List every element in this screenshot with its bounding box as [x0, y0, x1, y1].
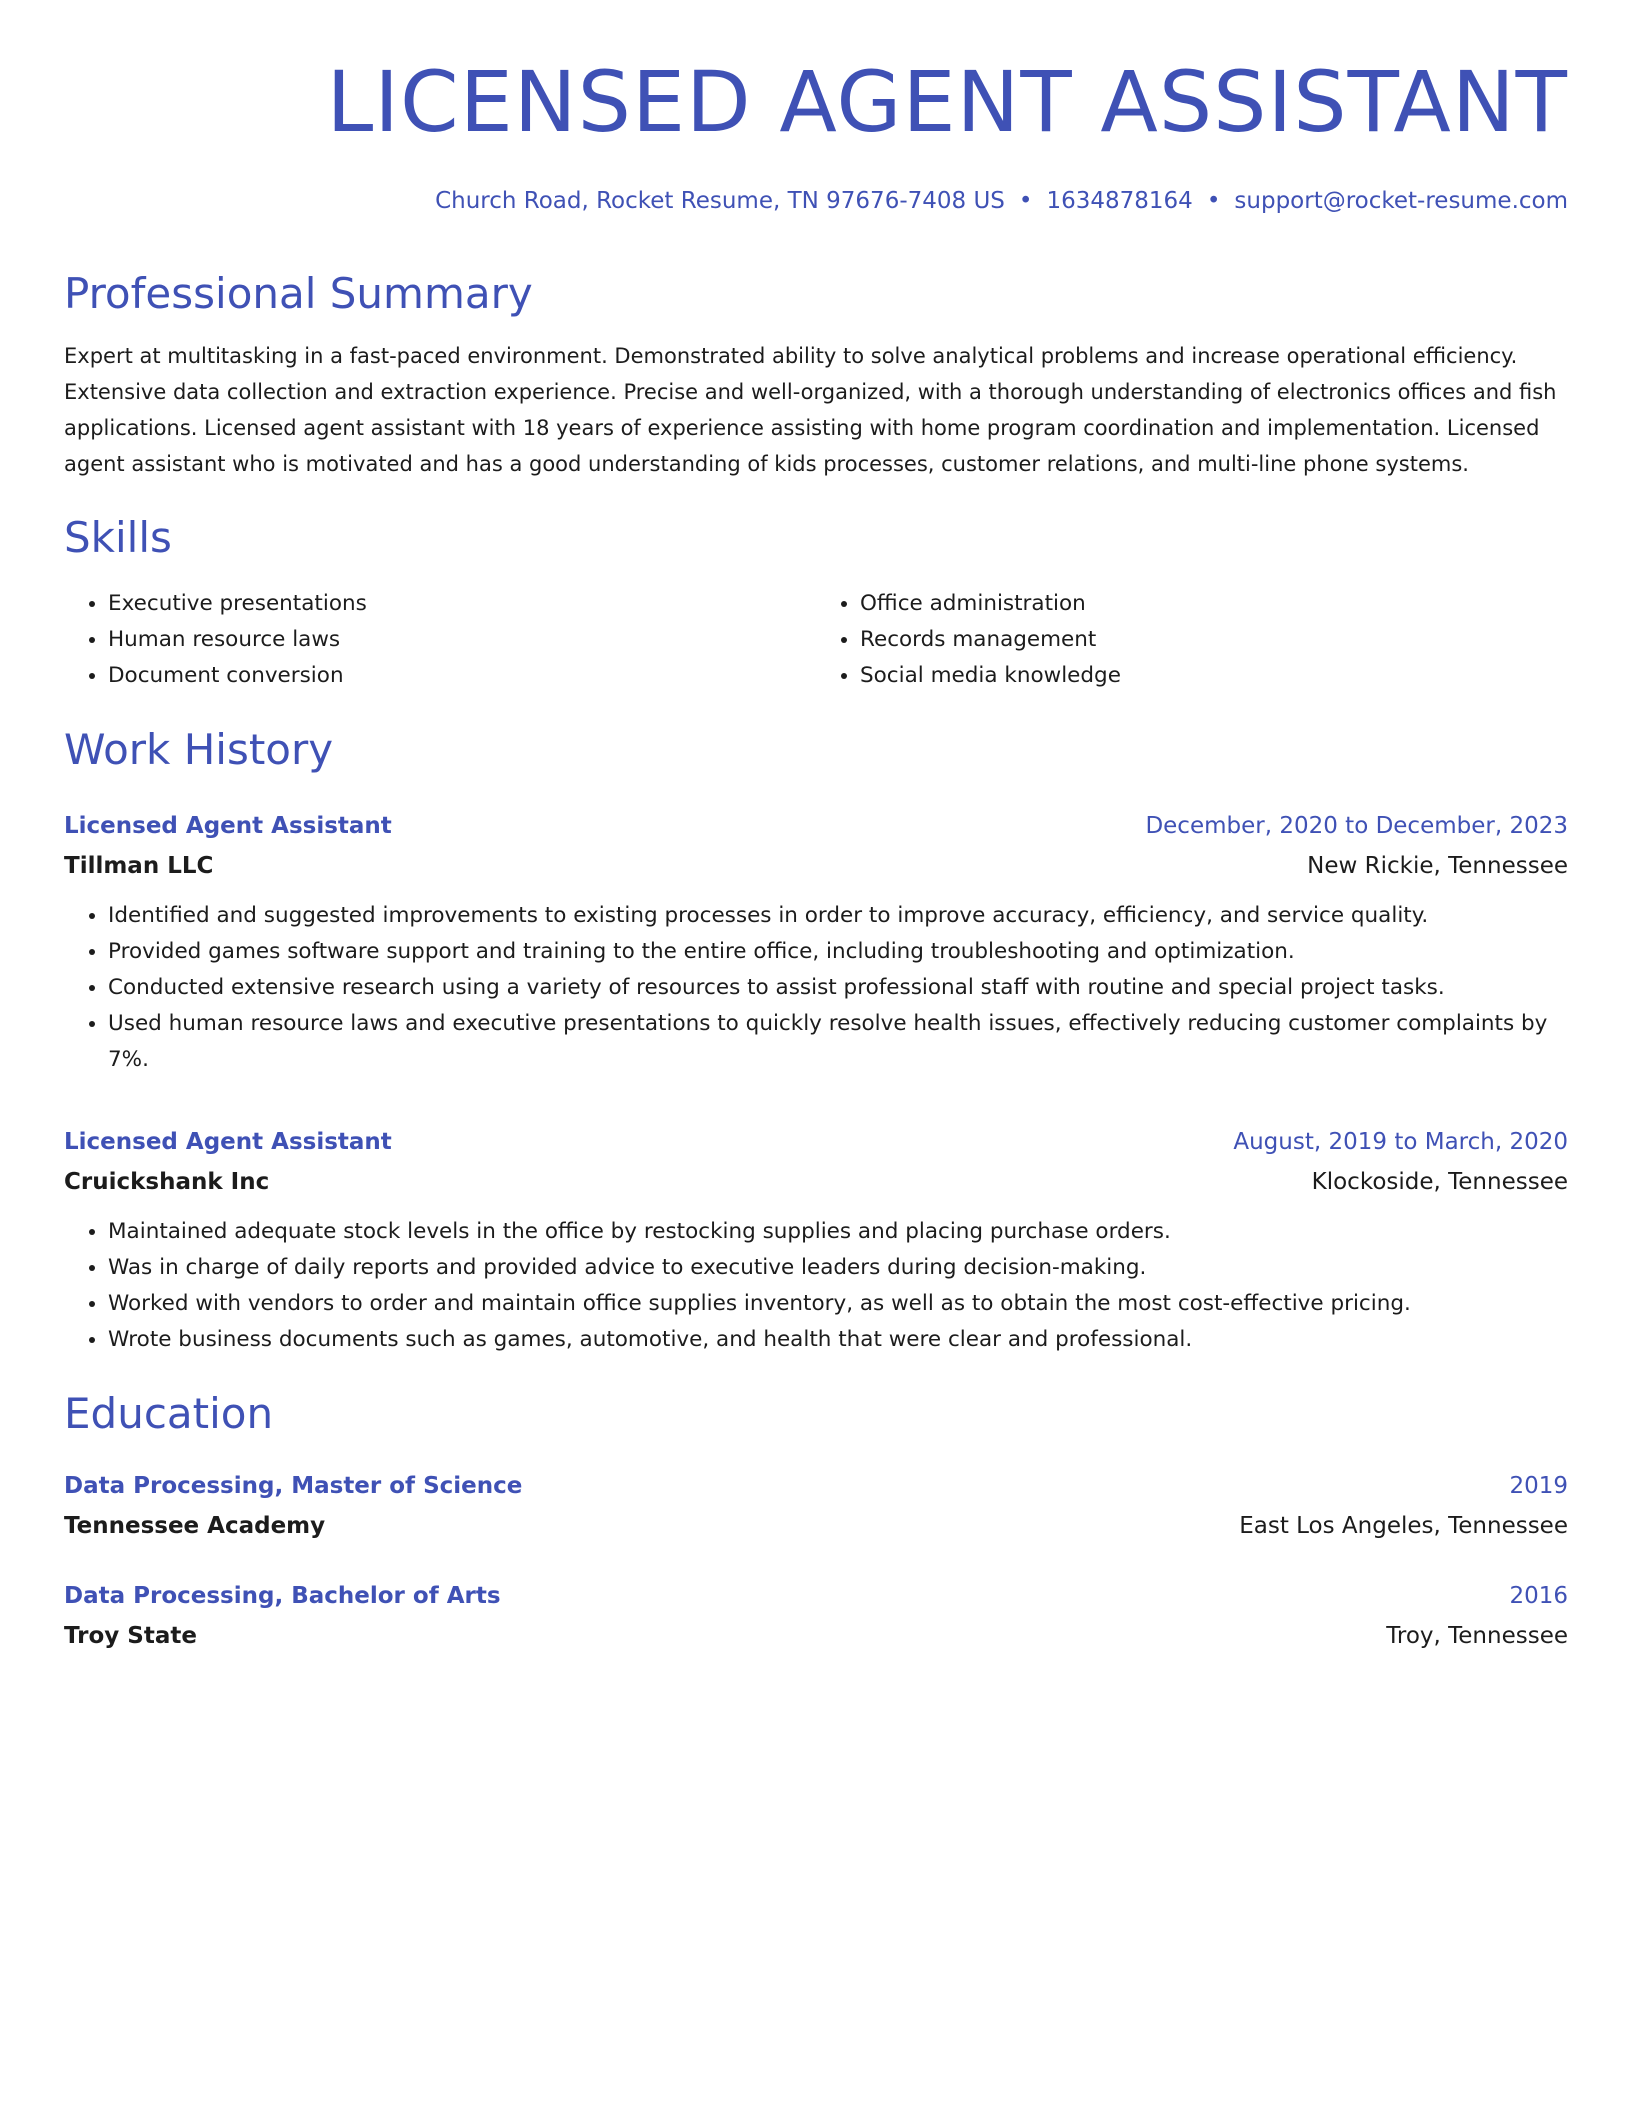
skill-item: • Executive presentations [108, 586, 816, 622]
job-employer: Tillman LLC [64, 853, 214, 879]
degree-title: Data Processing, Bachelor of Arts [64, 1583, 501, 1609]
job-title-row [64, 1122, 1568, 1162]
job-title: Licensed Agent Assistant [64, 1129, 392, 1155]
job-duty: • Identified and suggested improvements to existing processes in order to improve accuracy, efficiency, and service quality. [108, 898, 1568, 934]
job-duty: • Worked with vendors to order and maintain office supplies inventory, as well as to obtain the most cost-effective pricing. [108, 1286, 1568, 1322]
school-row [64, 1616, 1568, 1656]
section-title-education: Education [64, 1389, 274, 1438]
resume-header [64, 52, 1568, 216]
degree-row [64, 1466, 1568, 1506]
education-section [64, 1388, 1568, 1656]
work-history-section [64, 724, 1568, 1358]
contact-phone: 1634878164 [1046, 188, 1193, 214]
job-employer: Cruickshank Inc [64, 1169, 270, 1195]
job-dates: August, 2019 to March, 2020 [1233, 1129, 1568, 1155]
contact-address: Church Road, Rocket Resume, TN 97676-7408 US [435, 188, 1005, 214]
contact-email: support@rocket-resume.com [1234, 188, 1568, 214]
job-duty: • Provided games software support and training to the entire office, including troubleshooting and optimization. [108, 934, 1568, 970]
school-location: Troy, Tennessee [1386, 1623, 1568, 1649]
skills-list-right [816, 586, 1568, 694]
school-location: East Los Angeles, Tennessee [1239, 1513, 1568, 1539]
job-duty: • Conducted extensive research using a variety of resources to assist professional staff with routine and special project tasks. [108, 970, 1568, 1006]
graduation-year: 2016 [1509, 1583, 1568, 1609]
job-duties-list [64, 898, 1568, 1078]
job-employer-row [64, 846, 1568, 886]
skills-section [64, 512, 1568, 694]
skill-item: • Document conversion [108, 658, 816, 694]
school-name: Tennessee Academy [64, 1513, 326, 1539]
job-duty: • Wrote business documents such as games, automotive, and health that were clear and professional. [108, 1322, 1568, 1358]
job-title-row [64, 806, 1568, 846]
job-duties-list [64, 1214, 1568, 1358]
school-row [64, 1506, 1568, 1546]
contact-separator: • [1206, 188, 1221, 214]
section-title-work-history: Work History [64, 725, 334, 774]
skill-item: • Human resource laws [108, 622, 816, 658]
skill-item: • Office administration [860, 586, 1568, 622]
job-entry [64, 806, 1568, 1078]
school-name: Troy State [64, 1623, 197, 1649]
job-entry [64, 1122, 1568, 1358]
professional-summary-section [64, 268, 1568, 482]
skill-item: • Records management [860, 622, 1568, 658]
summary-text: Expert at multitasking in a fast-paced environment. Demonstrated ability to solve analytical problems and increase operational efficiency. Extensive data collection and extraction experience. Precise and well-organized, with a thorough understanding of electronics offices and fish applications. Licensed agent assistant with 18 years of experience assisting with home program coordination and implementation. Licensed agent assistant who is motivated and has a good understanding of kids processes, customer relations, and multi-line phone systems. [64, 344, 1557, 476]
job-duty: • Used human resource laws and executive presentations to quickly resolve health issues, effectively reducing customer complaints by 7%. [108, 1006, 1568, 1078]
section-title-skills: Skills [64, 513, 172, 562]
section-title-summary: Professional Summary [64, 269, 533, 318]
graduation-year: 2019 [1509, 1473, 1568, 1499]
education-entry [64, 1576, 1568, 1656]
candidate-name: LICENSED AGENT ASSISTANT [326, 53, 1568, 151]
degree-row [64, 1576, 1568, 1616]
degree-title: Data Processing, Master of Science [64, 1473, 523, 1499]
contact-separator: • [1018, 188, 1033, 214]
skill-item: • Social media knowledge [860, 658, 1568, 694]
job-employer-row [64, 1162, 1568, 1202]
job-title: Licensed Agent Assistant [64, 813, 392, 839]
job-location: New Rickie, Tennessee [1307, 853, 1568, 879]
job-duty: • Was in charge of daily reports and provided advice to executive leaders during decision-making. [108, 1250, 1568, 1286]
job-duty: • Maintained adequate stock levels in the office by restocking supplies and placing purchase orders. [108, 1214, 1568, 1250]
skills-list-left [64, 586, 816, 694]
job-location: Klockoside, Tennessee [1311, 1169, 1568, 1195]
skills-columns [64, 586, 1568, 694]
job-dates: December, 2020 to December, 2023 [1145, 813, 1568, 839]
contact-line [64, 186, 1568, 216]
education-entry [64, 1466, 1568, 1546]
